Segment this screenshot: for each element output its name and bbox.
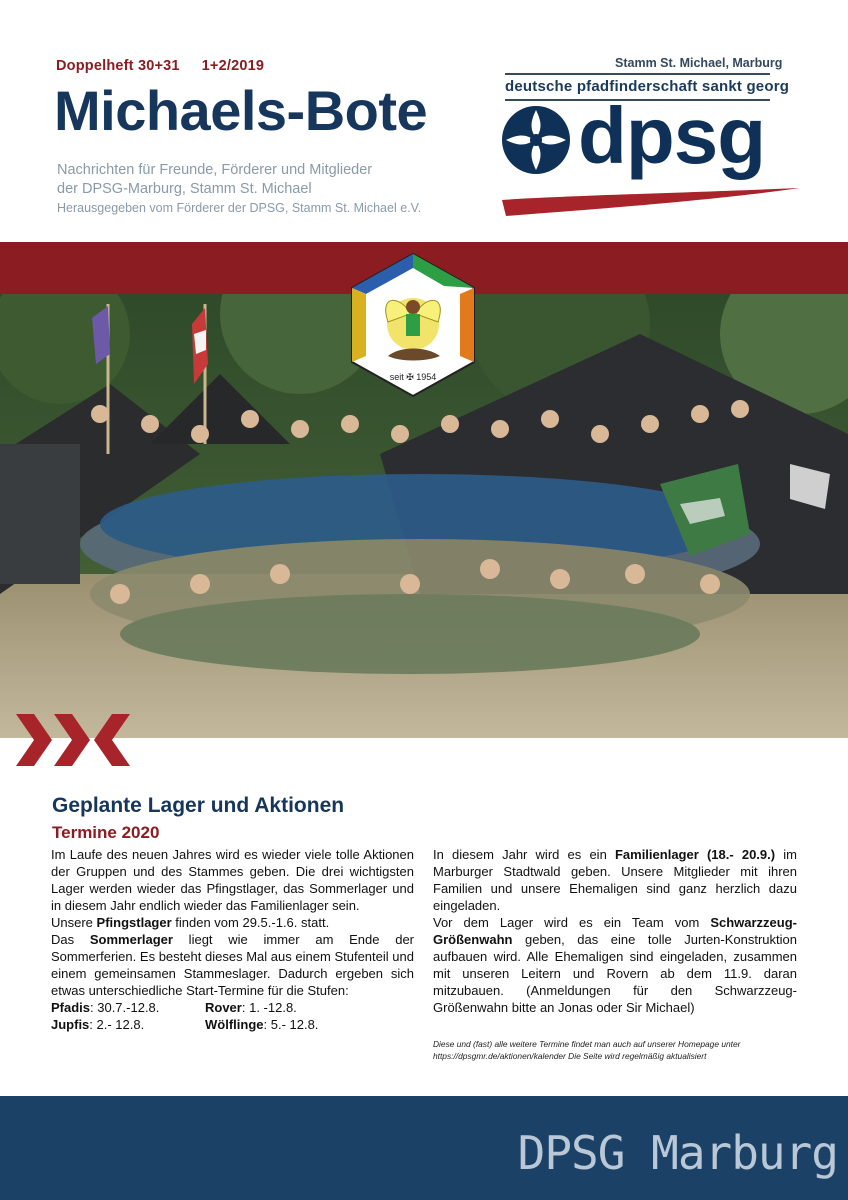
article-left-column (51, 846, 414, 1033)
stamm-label: Stamm St. Michael, Marburg (615, 56, 783, 70)
logo-divider-top (505, 73, 770, 75)
intro-paragraph: Im Laufe des neuen Jahres wird es wieder viele tolle Aktionen der Gruppen und des Stammes geben. Die drei wichtigsten Lager werden wieder das Pfingstlager, das Sommerlager und in diesem Jahr endlich wieder das Familienlager sein. (51, 847, 414, 913)
date-rover: Rover: 1. -12.8. (205, 1000, 297, 1015)
stamm-badge-icon (348, 252, 478, 400)
familienlager-paragraph: In diesem Jahr wird es ein Familienlager (18.- 20.9.) im Marburger Stadtwald geben. Unsere Mitglieder mit ihren Familien und unsere Ehemaligen sind ganz herzlich dazu eingeladen. (433, 847, 797, 913)
homepage-note: Diese und (fast) alle weitere Termine findet man auch auf unserer Homepage unter https://dpsgmr.de/aktionen/kalender Die Seite wird regelmäßig aktualisiert (433, 1039, 741, 1061)
date-woelflinge: Wölflinge: 5.- 12.8. (205, 1017, 319, 1032)
newsletter-title: Michaels-Bote (54, 79, 428, 142)
dates-grid (51, 999, 414, 1033)
red-swoosh (500, 186, 805, 220)
chevron-arrows-icon (14, 710, 134, 770)
dpsg-wordmark: dpsg (578, 91, 766, 180)
pfingstlager-paragraph: Unsere Pfingstlager finden vom 29.5.-1.6. statt. (51, 915, 330, 930)
lily-cross-icon (500, 104, 572, 176)
schwarzzeug-paragraph: Vor dem Lager wird es ein Team vom Schwarzzeug-Größenwahn geben, das eine tolle Jurten-Konstruktion aufbauen wird. Alle Ehemaligen sind eingeladen, zusammen mit unseren Leitern und Rovern ab dem 11.9. daran mitzubauen. (Anmeldungen für den Schwarzzeug-Größenwahn bitte an Jonas oder Sir Michael) (433, 915, 797, 1015)
article-subtitle: Termine 2020 (52, 823, 160, 842)
subtitle-line-2: der DPSG-Marburg, Stamm St. Michael (57, 181, 312, 197)
issue-info (56, 58, 286, 74)
org-full-name: deutsche pfadfinderschaft sankt georg (505, 78, 790, 95)
issue-date: 1+2/2019 (201, 58, 265, 74)
footer-band (0, 1096, 848, 1200)
subtitle-line-1: Nachrichten für Freunde, Förderer und Mitglieder (57, 162, 373, 178)
article-title: Geplante Lager und Aktionen (52, 794, 345, 817)
sommerlager-paragraph: Das Sommerlager liegt wie immer am Ende der Sommerferien. Es besteht dieses Mal aus einem Stufenteil und einem gemeinsamen Stammeslager. Dadurch ergeben sich etwas unterschiedliche Start-Termine für die Stufen: (51, 932, 415, 998)
article-right-column (433, 846, 797, 1016)
date-jupfis: Jupfis: 2.- 12.8. (51, 1017, 145, 1032)
footer-title: DPSG Marburg (517, 1126, 838, 1180)
issue-number: Doppelheft 30+31 (56, 58, 180, 74)
publisher-line: Herausgegeben vom Förderer der DPSG, Stamm St. Michael e.V. (57, 201, 422, 215)
badge-year: seit ✠ 1954 (389, 372, 437, 382)
date-pfadis: Pfadis: 30.7.-12.8. (51, 1000, 160, 1015)
